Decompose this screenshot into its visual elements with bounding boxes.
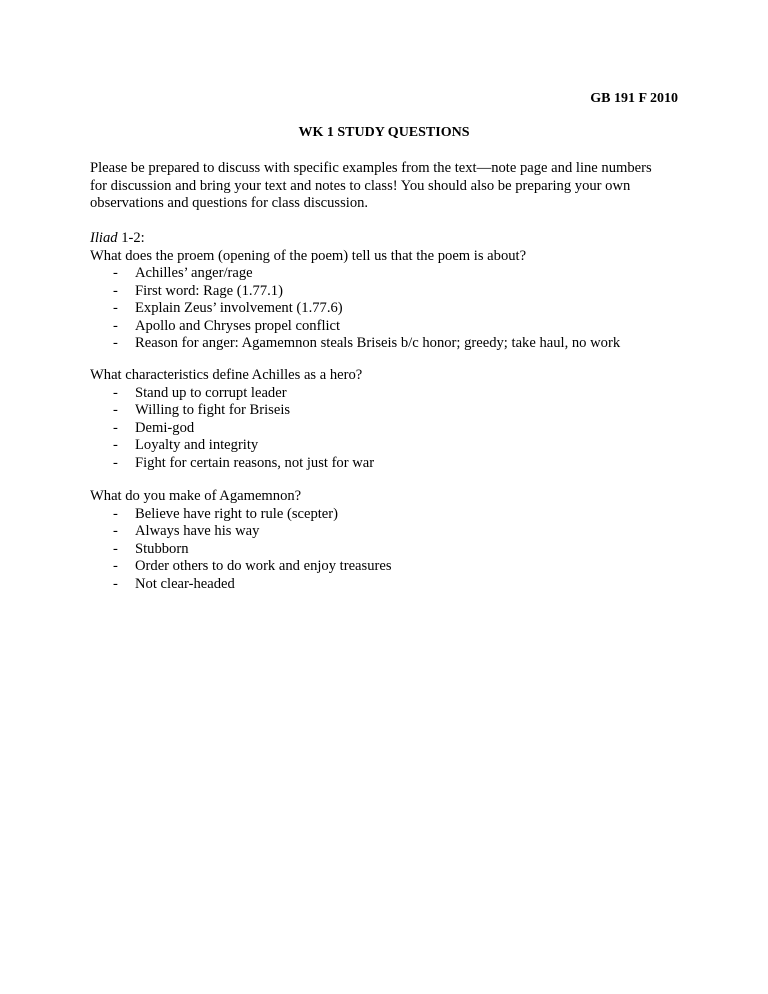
answer-text: Willing to fight for Briseis [135,402,291,418]
answer-item [90,283,686,301]
answer-list [90,385,686,473]
intro-line: observations and questions for class discussion. [90,195,369,211]
dash-bullet: - [113,317,118,334]
answer-text: Order others to do work and enjoy treasures [135,558,392,574]
answer-item [90,318,686,336]
answer-text: Not clear-headed [135,575,235,592]
intro-line: for discussion and bring your text and notes to class! You should also be preparing your own [90,177,631,194]
document-title: WK 1 STUDY QUESTIONS [298,125,470,140]
dash-bullet: - [113,558,118,574]
answer-text: Reason for anger: Agamemnon steals Briseis b/c honor; greedy; take haul, no work [135,335,621,351]
answer-text: Apollo and Chryses propel conflict [135,317,341,334]
answer-list [90,265,686,353]
dash-bullet: - [113,454,118,471]
answer-text: Stubborn [135,540,189,557]
dash-bullet: - [113,437,118,453]
question-section-proem [90,230,686,353]
answer-text: Stand up to corrupt leader [135,384,287,401]
intro-paragraph [90,160,686,213]
dash-bullet: - [113,523,118,539]
dash-bullet: - [113,575,118,592]
answer-item [90,455,686,473]
answer-item [90,300,686,318]
answer-text: Demi-god [135,419,195,436]
answer-item [90,576,686,594]
answer-item [90,523,686,541]
dash-bullet: - [113,505,118,522]
answer-item [90,506,686,524]
answer-item [90,385,686,403]
answer-item [90,402,686,420]
question-text: What do you make of Agamemnon? [90,488,302,504]
dash-bullet: - [113,402,118,418]
answer-text: Believe have right to rule (scepter) [135,505,339,522]
answer-text: Explain Zeus’ involvement (1.77.6) [135,300,343,316]
dash-bullet: - [113,540,118,557]
answer-text: Loyalty and integrity [135,437,259,453]
answer-item [90,437,686,455]
question-section-achilles [90,367,686,472]
dash-bullet: - [113,384,118,401]
answer-text: Achilles’ anger/rage [135,265,253,281]
reading-range: 1-2: [117,230,145,246]
dash-bullet: - [113,419,118,436]
dash-bullet: - [113,300,118,316]
dash-bullet: - [113,282,118,299]
answer-item [90,558,686,576]
course-code: GB 191 F 2010 [590,91,678,106]
answer-item [90,335,686,353]
reading-heading [90,230,686,248]
answer-item [90,420,686,438]
answer-text: First word: Rage (1.77.1) [135,282,283,299]
reading-title: Iliad [90,230,118,246]
answer-text: Always have his way [135,523,260,539]
question-section-agamemnon [90,488,686,593]
dash-bullet: - [113,265,118,281]
dash-bullet: - [113,335,118,351]
intro-line: Please be prepared to discuss with specific examples from the text—note page and line numbers [90,160,652,176]
answer-item [90,541,686,559]
answer-item [90,265,686,283]
question-text: What characteristics define Achilles as a hero? [90,367,363,383]
answer-text: Fight for certain reasons, not just for war [135,454,375,471]
question-text: What does the proem (opening of the poem) tell us that the poem is about? [90,247,527,264]
answer-list [90,506,686,594]
